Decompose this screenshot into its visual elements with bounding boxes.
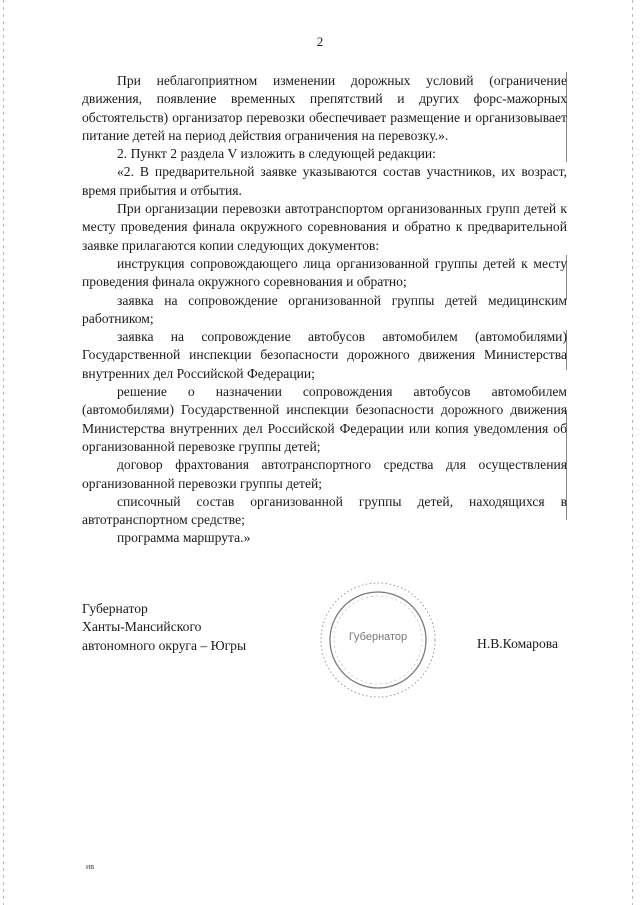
list-item: списочный состав организованной группы детей, находящихся в автотранспортном средстве; bbox=[82, 493, 567, 528]
paragraph: При неблагоприятном изменении дорожных условий (ограничение движения, появление временных препятствий и других форс-мажорных обстоятельств) организатор перевозки обеспечивает размещение и организовывает питание детей на период действия ограничения на перевозку.». bbox=[82, 73, 567, 143]
page-number: 2 bbox=[316, 34, 324, 49]
paragraph: 2. Пункт 2 раздела V изложить в следующей редакции: bbox=[117, 146, 436, 162]
footer-mark: ив bbox=[86, 862, 95, 871]
list-item: договор фрахтования автотранспортного средства для осуществления организованной перевозки группы детей; bbox=[82, 457, 567, 491]
scan-edge-right bbox=[632, 0, 633, 905]
signatory-title-line: Губернатор bbox=[82, 601, 148, 616]
signatory-title bbox=[82, 600, 246, 655]
document-body bbox=[82, 72, 567, 548]
paragraph: При организации перевозки автотранспортом организованных групп детей к месту проведения финала окружного соревнования и обратно к предварительной заявке прилагаются копии следующих документов: bbox=[82, 201, 567, 253]
scan-edge-left bbox=[3, 0, 4, 905]
list-item: заявка на сопровождение организованной группы детей медицинским работником; bbox=[82, 292, 567, 326]
paragraph: «2. В предварительной заявке указываются состав участников, их возраст, время прибытия и отбытия. bbox=[82, 164, 567, 198]
signatory-title-line: автономного округа – Югры bbox=[82, 637, 247, 653]
signatory-title-line: Ханты-Мансийского bbox=[82, 619, 202, 635]
list-item: инструкция сопровождающего лица организованной группы детей к месту проведения финала окружного соревнования и обратно; bbox=[82, 255, 567, 290]
signatory-name: Н.В.Комарова bbox=[477, 636, 559, 651]
list-item: заявка на сопровождение автобусов автомобилем (автомобилями) Государственной инспекции безопасности дорожного движения Министерства внутренних дел Российской Федерации; bbox=[82, 329, 567, 381]
list-item: программа маршрута.» bbox=[117, 530, 251, 546]
seal-label: Губернатор bbox=[348, 631, 408, 643]
list-item: решение о назначении сопровождения автобусов автомобилем (автомобилями) Государственной инспекции безопасности дорожного движения Министерства внутренних дел Российской Федерации или копия уведомления об организованной перевозке группы детей; bbox=[82, 384, 567, 454]
